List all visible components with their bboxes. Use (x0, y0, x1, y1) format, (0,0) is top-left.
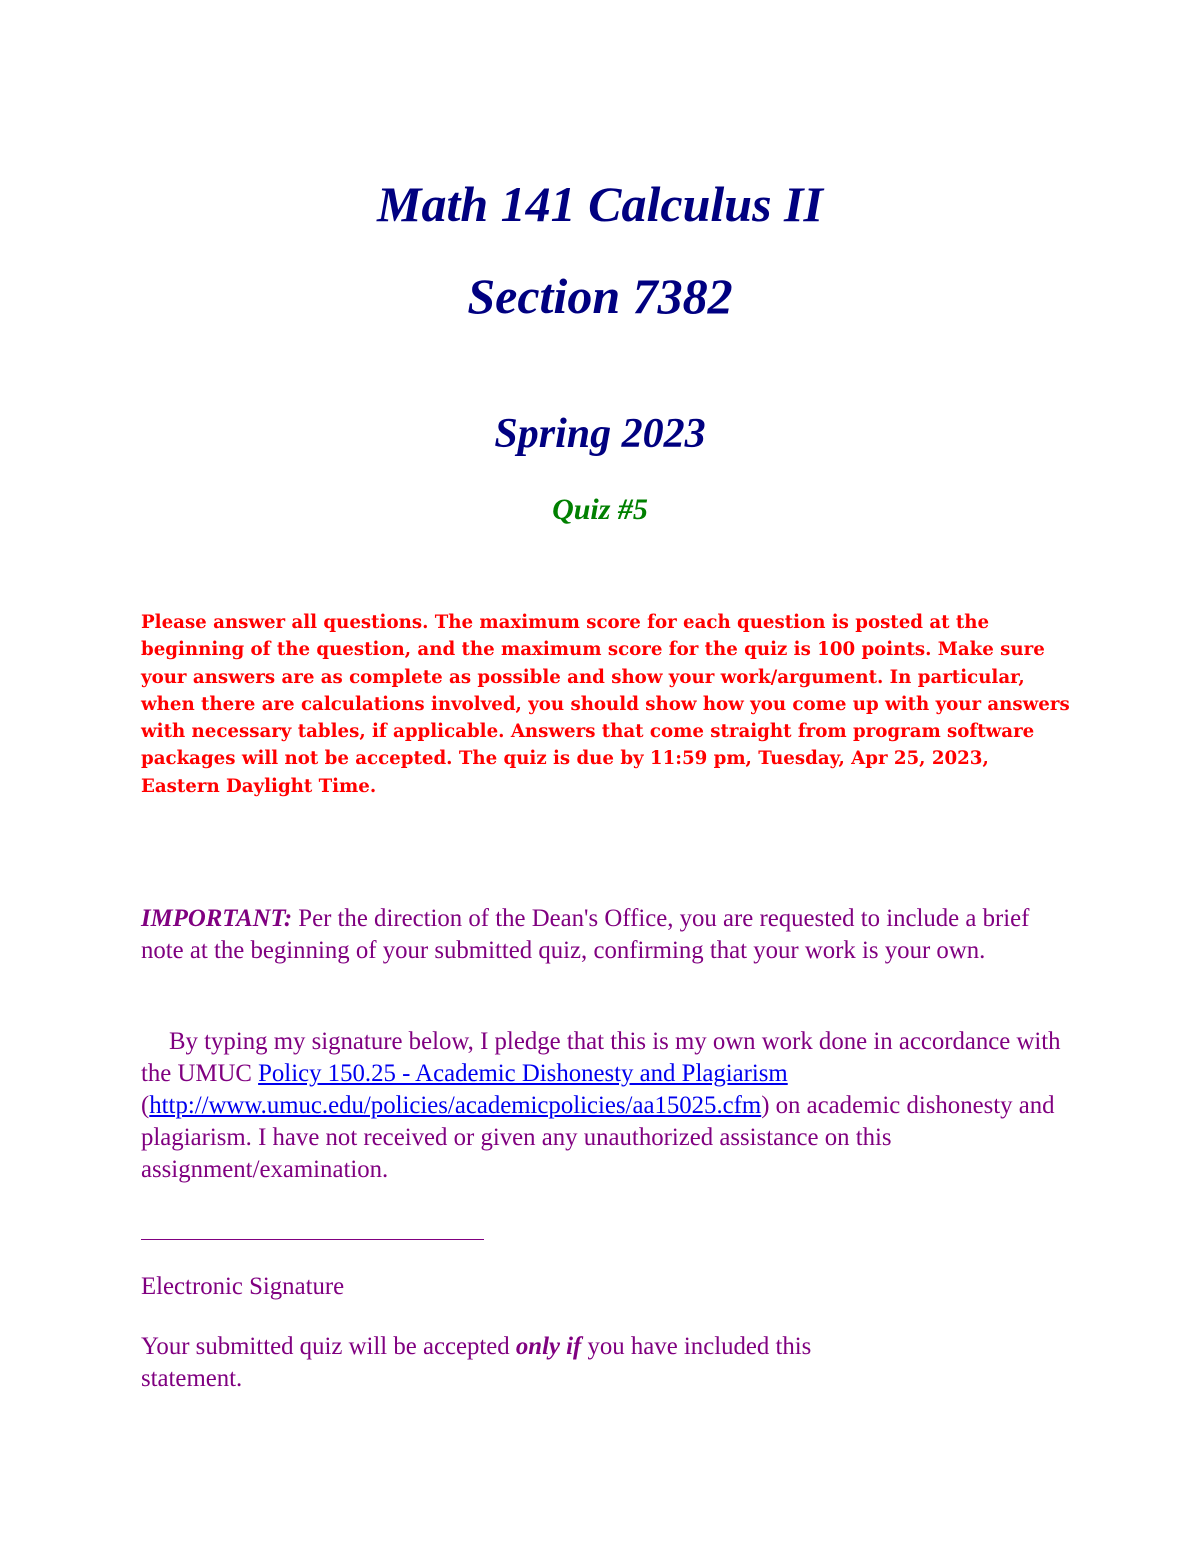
acceptance-paragraph (141, 1331, 901, 1395)
quiz-title: Quiz #5 (552, 493, 648, 526)
pledge-paragraph (141, 1026, 1061, 1186)
course-title: Math 141 Calculus II (377, 176, 823, 232)
policy-link[interactable]: Policy 150.25 - Academic Dishonesty and Plagiarism (258, 1060, 788, 1087)
pledge-text-end: ) on academic dishonesty and plagiarism. I have not received or given any unauthorized assistance on this assignment/examination. (141, 1092, 1055, 1183)
section-title: Section 7382 (467, 268, 733, 324)
instructions-paragraph: Please answer all questions. The maximum score for each question is posted at the beginning of the question, and the maximum score for the quiz is 100 points. Make sure your answers are as complete as possible and show your work/argument. In particular, when there are calculations involved, you should show how you come up with your answers with necessary tables, if applicable. Answers that come straight from program software packages will not be accepted. The quiz is due by 11:59 pm, Tuesday, Apr 25, 2023, Eastern Daylight Time. (141, 612, 1070, 797)
pledge-text-start: By typing my signature below, I pledge that this is my own work done in accordance with the UMUC (141, 1028, 1061, 1087)
acceptance-text-start: Your submitted quiz will be accepted (141, 1333, 516, 1360)
term-title: Spring 2023 (494, 411, 706, 457)
acceptance-emphasis: only if (515, 1333, 582, 1360)
important-text: Per the direction of the Dean's Office, you are requested to include a brief note at the beginning of your submitted quiz, confirming that your work is your own. (141, 905, 1030, 964)
policy-url-link[interactable]: http://www.umuc.edu/policies/academicpolicies/aa15025.cfm (149, 1092, 762, 1119)
signature-line (141, 1239, 484, 1240)
acceptance-text-end: you have included this statement. (141, 1333, 812, 1392)
pledge-open-paren: ( (141, 1092, 150, 1119)
important-paragraph (141, 903, 1061, 967)
signature-label: Electronic Signature (141, 1273, 345, 1300)
important-label: IMPORTANT: (141, 905, 293, 932)
